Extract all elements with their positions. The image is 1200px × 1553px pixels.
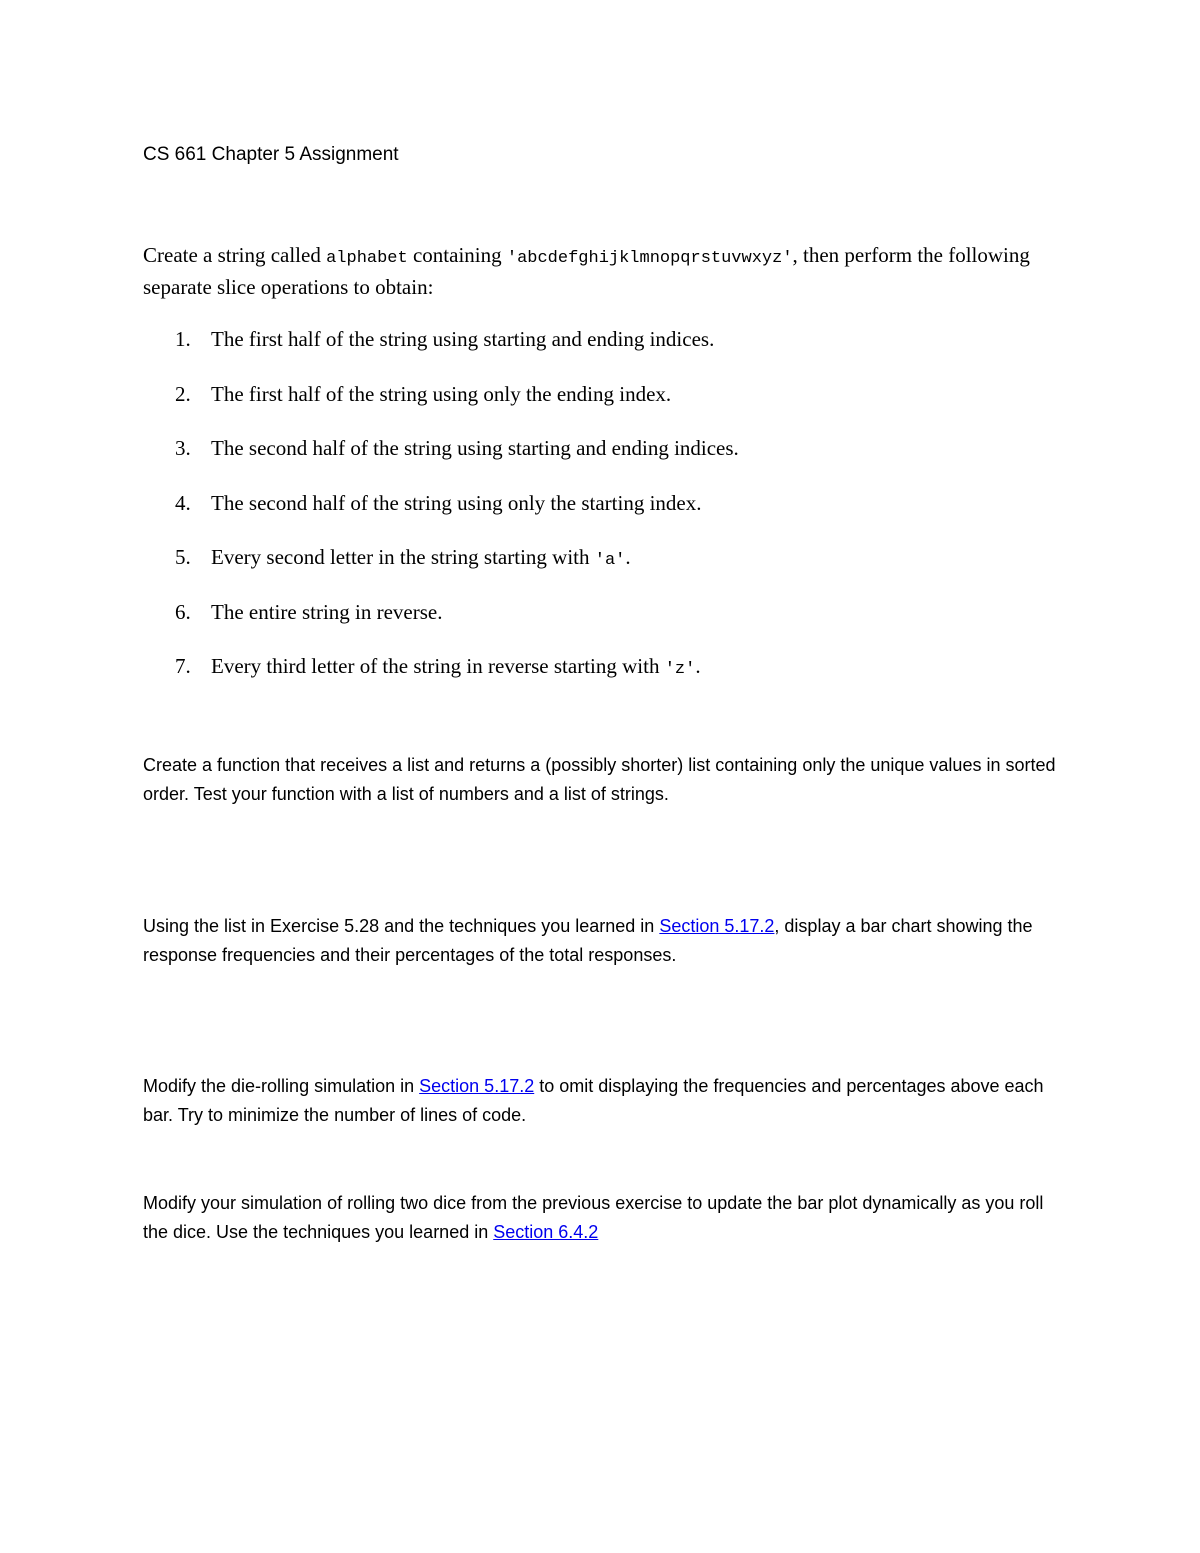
list-item-number: 6.: [175, 599, 191, 624]
page-title: CS 661 Chapter 5 Assignment: [143, 144, 399, 165]
exercise-die-rolling: [143, 1072, 1063, 1130]
list-item-text: The entire string in reverse.: [211, 599, 443, 624]
list-item-number: 7.: [175, 654, 191, 678]
exercise-bar-chart: [143, 912, 1063, 970]
intro-var-name: alphabet: [326, 249, 408, 268]
intro-text-2: containing: [407, 243, 507, 267]
list-item-number: 2.: [175, 381, 191, 406]
list-item-number: 3.: [175, 436, 191, 460]
list-item-number: 5.: [175, 545, 191, 569]
list-item-number: 1.: [175, 327, 191, 351]
exercise-bar-chart-text-end: , display a bar chart showing the response frequencies and their percentages of the total responses.: [143, 916, 1033, 965]
list-item-suffix: .: [625, 545, 631, 569]
intro-string-literal: 'abcdefghijklmnopqrstuvwxyz': [506, 249, 793, 268]
list-item-suffix: .: [695, 654, 701, 678]
list-item-code: 'a': [594, 551, 626, 570]
exercise-dynamic-plot-text: Modify your simulation of rolling two dice from the previous exercise to update the bar plot dynamically as you roll the dice. Use the techniques you learned in: [143, 1193, 1044, 1242]
list-item-code: 'z': [664, 660, 696, 679]
section-6-4-2-link[interactable]: Section 6.4.2: [493, 1222, 599, 1242]
exercise-die-rolling-text: Modify the die-rolling simulation in: [143, 1076, 420, 1096]
intro-text-1: Create a string called: [143, 243, 327, 267]
list-item-text: The first half of the string using only the ending index.: [211, 381, 672, 406]
exercise-unique-values: Create a function that receives a list and returns a (possibly shorter) list containing only the unique values in sorted order. Test your function with a list of numbers and a list of strings.: [143, 755, 1056, 804]
list-item-text: Every third letter of the string in reverse starting with: [211, 654, 665, 678]
section-5-17-2-link[interactable]: Section 5.17.2: [419, 1076, 535, 1096]
exercise-die-rolling-text-end: to omit displaying the frequencies and percentages above each bar. Try to minimize the number of lines of code.: [143, 1076, 1044, 1125]
list-item-number: 4.: [175, 490, 191, 515]
exercise-bar-chart-text: Using the list in Exercise 5.28 and the techniques you learned in: [143, 916, 660, 936]
section-5-17-2-link[interactable]: Section 5.17.2: [659, 916, 775, 936]
list-item-text: The second half of the string using starting and ending indices.: [211, 436, 739, 460]
exercise-dynamic-plot: [143, 1189, 1063, 1247]
intro-text-3: , then perform the following separate slice operations to obtain:: [143, 243, 1030, 299]
list-item-text: The second half of the string using only the starting index.: [211, 490, 702, 515]
list-item-text: The first half of the string using starting and ending indices.: [211, 327, 715, 351]
intro-paragraph: [143, 241, 1073, 302]
list-item-text: Every second letter in the string starting with: [211, 545, 595, 569]
